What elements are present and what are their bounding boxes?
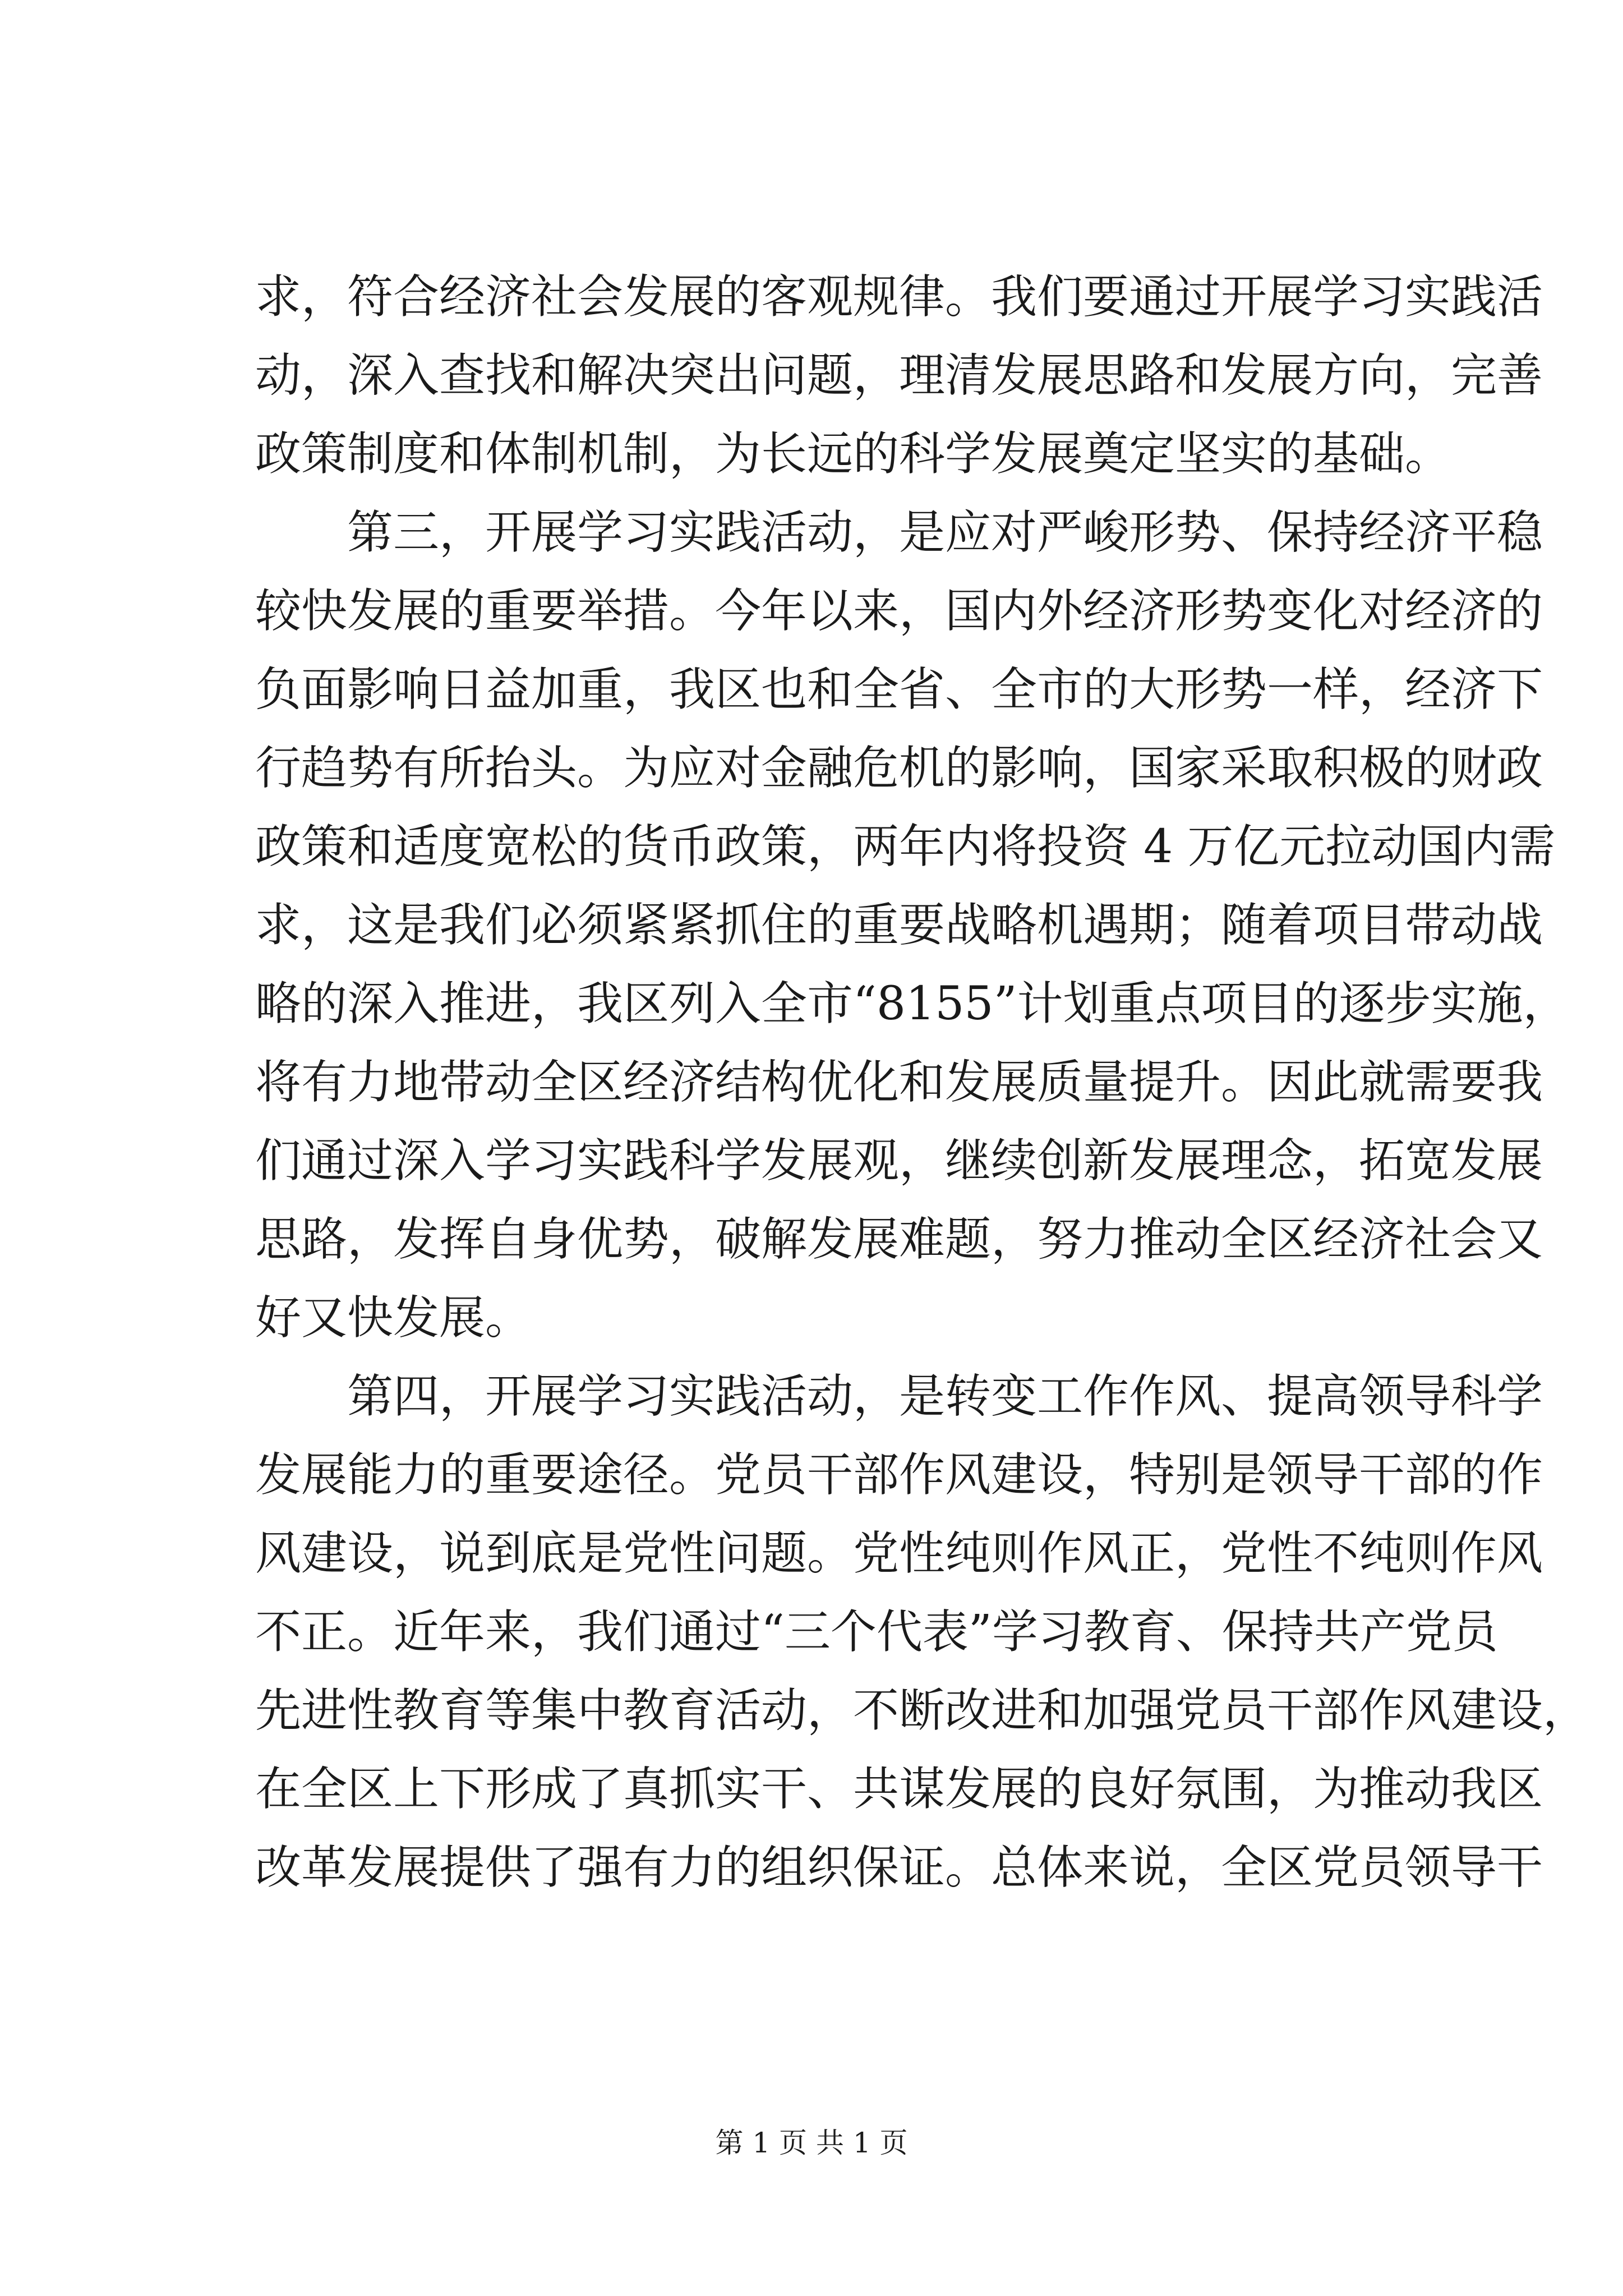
paragraph-start-line: 第四，开展学习实践活动，是转变工作作风、提高领导科学 <box>347 1370 1543 1423</box>
text-line: 将有力地带动全区经济结构优化和发展质量提升。因此就需要我 <box>255 1056 1543 1109</box>
text-line: 改革发展提供了强有力的组织保证。总体来说，全区党员领导干 <box>255 1841 1543 1894</box>
text-line: 求，符合经济社会发展的客观规律。我们要通过开展学习实践活 <box>255 270 1543 324</box>
text-line: 好又快发展。 <box>255 1291 532 1345</box>
text-line: 风建设，说到底是党性问题。党性纯则作风正，党性不纯则作风 <box>255 1527 1543 1580</box>
paragraph-start-line: 第三，开展学习实践活动，是应对严峻形势、保持经济平稳 <box>347 506 1543 559</box>
page-number-footer: 第 1 页 共 1 页 <box>715 2127 908 2159</box>
text-line: 略的深入推进，我区列入全市“8155”计划重点项目的逐步实施， <box>255 977 1569 1030</box>
text-line: 政策和适度宽松的货币政策，两年内将投资 4 万亿元拉动国内需 <box>255 820 1556 873</box>
text-line: 负面影响日益加重，我区也和全省、全市的大形势一样，经济下 <box>255 663 1543 716</box>
text-line: 动，深入查找和解决突出问题，理清发展思路和发展方向，完善 <box>255 349 1543 402</box>
text-line: 在全区上下形成了真抓实干、共谋发展的良好氛围，为推动我区 <box>255 1763 1543 1816</box>
text-line: 求，这是我们必须紧紧抓住的重要战略机遇期；随着项目带动战 <box>255 899 1543 952</box>
text-line: 先进性教育等集中教育活动，不断改进和加强党员干部作风建设， <box>255 1684 1589 1737</box>
text-line: 们通过深入学习实践科学发展观，继续创新发展理念，拓宽发展 <box>255 1134 1543 1188</box>
text-line: 不正。近年来，我们通过“三个代表”学习教育、保持共产党员 <box>255 1605 1498 1659</box>
text-line: 行趋势有所抬头。为应对金融危机的影响，国家采取积极的财政 <box>255 742 1543 795</box>
text-line: 政策制度和体制机制，为长远的科学发展奠定坚实的基础。 <box>255 427 1451 481</box>
text-line: 发展能力的重要途径。党员干部作风建设，特别是领导干部的作 <box>255 1448 1543 1502</box>
document-body <box>255 258 1589 1907</box>
text-line: 较快发展的重要举措。今年以来，国内外经济形势变化对经济的 <box>255 585 1543 638</box>
text-line: 思路，发挥自身优势，破解发展难题，努力推动全区经济社会又 <box>255 1213 1543 1266</box>
